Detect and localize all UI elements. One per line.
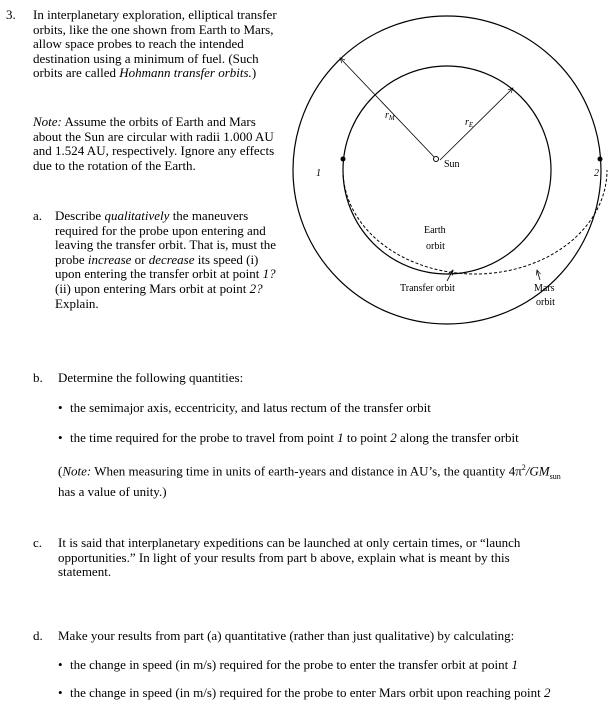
- part-b-bullet-2-p1: 1: [337, 430, 344, 445]
- intro-paren-end: ): [251, 65, 257, 81]
- intro-paragraph: [33, 8, 283, 81]
- part-b-note-sub: sun: [549, 471, 561, 481]
- part-d-bullet-1: [58, 658, 518, 673]
- point-1-dot: [341, 157, 346, 162]
- part-d-bullet-2-p: 2: [544, 685, 551, 700]
- part-b-bullet-2: [58, 431, 519, 446]
- mars-orbit-label-2: orbit: [536, 297, 555, 308]
- part-b-note-b: /GM: [525, 463, 550, 479]
- part-d-bullet-2: [58, 686, 551, 701]
- sun-label: Sun: [444, 159, 460, 170]
- part-a-t1: Describe: [55, 208, 105, 223]
- part-c-text: It is said that interplanetary expeditions can be launched at only certain times, or “launch opportunities.” In light of your results from part b above, explain what is meant by this statement.: [58, 535, 521, 580]
- part-a-label: a.: [33, 208, 43, 223]
- part-a-point2: 2?: [249, 280, 263, 296]
- earth-orbit-label-1: Earth: [424, 225, 446, 236]
- point-1-label: 1: [316, 168, 321, 179]
- part-b-note-label: Note:: [62, 463, 92, 479]
- part-b-bullet-2-p2: 2: [390, 430, 397, 445]
- part-b-bullet-1: [58, 401, 431, 416]
- intro-term: Hohmann transfer orbits.: [119, 65, 252, 81]
- part-a-point1: 1?: [262, 266, 276, 282]
- part-a-decrease: decrease: [148, 251, 195, 267]
- problem-number: 3.: [6, 7, 16, 22]
- part-c-label: c.: [33, 535, 43, 550]
- part-b-note-c: has a value of unity.): [58, 483, 167, 499]
- orbit-diagram: [292, 5, 612, 345]
- part-a-t6: Explain.: [55, 295, 99, 311]
- part-a-text: [55, 209, 285, 311]
- part-b-bullet-2-c: along the transfer orbit: [396, 430, 519, 445]
- part-a-t5: (ii) upon entering Mars orbit at point: [55, 280, 250, 296]
- point-2-label: 2: [594, 168, 599, 179]
- bullet-dot: •: [58, 685, 63, 700]
- intro-text: In interplanetary exploration, elliptical transfer orbits, like the one shown from Earth to Mars, allow space probes to reach the intended destination using a minimum of fuel.: [33, 7, 277, 66]
- part-b-bullet-1-text: the semimajor axis, eccentricity, and latus rectum of the transfer orbit: [70, 400, 431, 415]
- rm-label: $r_M$: [385, 110, 395, 122]
- part-a-t4: its speed (i) upon entering the transfer orbit at point: [55, 251, 263, 282]
- earth-orbit-label-2: orbit: [426, 241, 445, 252]
- part-b-note-sup: 2: [521, 463, 526, 472]
- part-b-text: Determine the following quantities:: [58, 370, 244, 385]
- point-2-dot: [598, 157, 603, 162]
- sun-icon: [434, 157, 439, 162]
- part-a-qualitatively: qualitatively: [104, 208, 170, 223]
- earth-orbit-circle: [343, 66, 551, 274]
- part-b-bullet-2-b: to point: [343, 430, 391, 445]
- intro-paren-start: (Such orbits are called: [33, 50, 259, 81]
- part-a-t3: or: [131, 251, 149, 267]
- part-a-increase: increase: [87, 251, 132, 267]
- mars-orbit-circle: [293, 16, 601, 324]
- bullet-dot: •: [58, 400, 63, 415]
- note-label: Note:: [33, 114, 62, 129]
- radius-mars-line: [340, 58, 437, 160]
- part-b-label: b.: [33, 370, 43, 385]
- re-label: $r_E$: [465, 117, 474, 129]
- part-b-note: (Note: When measuring time in units of earth-years and distance in AU’s, the quantity $4\pi^2/GM_{sun}$ has a value of unity.): [58, 463, 561, 499]
- part-b-bullet-2-a: the time required for the probe to travel from point: [70, 430, 338, 445]
- note-paragraph: [33, 115, 283, 173]
- part-d-bullet-1-a: the change in speed (in m/s) required for the probe to enter the transfer orbit at point: [70, 657, 512, 672]
- mars-orbit-arrow: [537, 270, 540, 280]
- part-d-bullet-2-a: the change in speed (in m/s) required for the probe to enter Mars orbit upon reaching point: [70, 685, 544, 700]
- transfer-orbit-label: Transfer orbit: [400, 283, 455, 294]
- part-b-note-a: When measuring time in units of earth-years and distance in AU’s, the quantity 4π: [94, 463, 522, 479]
- bullet-dot: •: [58, 657, 63, 672]
- mars-orbit-label-1: Mars: [534, 283, 555, 294]
- bullet-dot: •: [58, 430, 63, 445]
- part-d-bullet-1-p: 1: [511, 657, 518, 672]
- transfer-orbit-path: [343, 170, 607, 274]
- part-d-label: d.: [33, 628, 43, 643]
- radius-earth-line: [440, 88, 513, 160]
- part-a-t2: the maneuvers required for the probe upon entering and leaving the transfer orbit. That is, must the probe: [55, 208, 277, 267]
- note-text: Assume the orbits of Earth and Mars about the Sun are circular with radii 1.000 AU and 1.524 AU, respectively. Ignore any effects due to the rotation of the Earth.: [33, 114, 275, 173]
- part-d-text: Make your results from part (a) quantitative (rather than just qualitative) by calculating:: [58, 628, 515, 643]
